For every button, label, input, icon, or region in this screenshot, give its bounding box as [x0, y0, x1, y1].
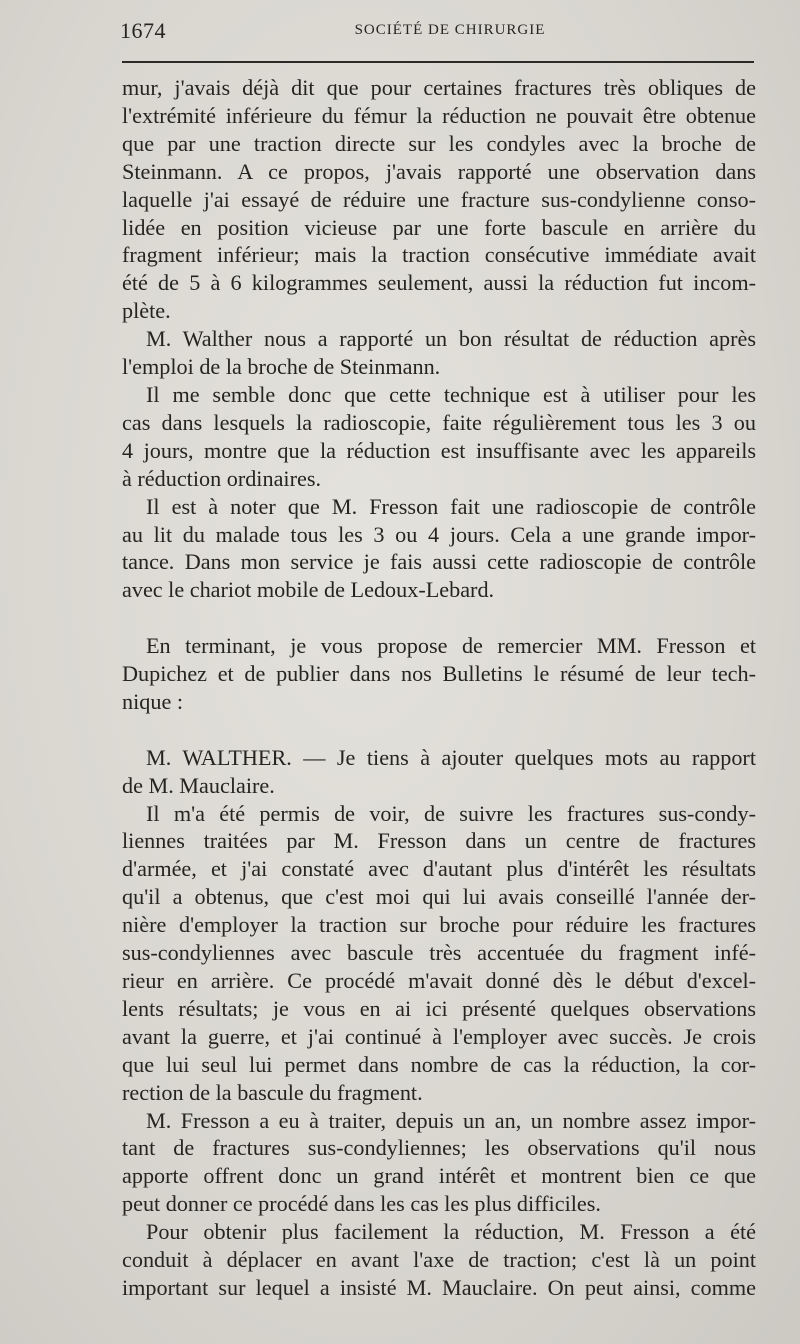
- paragraph: [122, 493, 756, 605]
- text-line: nique :: [122, 688, 184, 714]
- text-line: d'armée, et j'ai constaté avec d'autant plus d'intérêt les résultats: [122, 856, 756, 882]
- text-line: que par une traction directe sur les condyles avec la broche de: [122, 130, 756, 156]
- text-line: rieur en arrière. Ce procédé m'avait donné dès le début d'excel-: [122, 967, 756, 993]
- text-line: à réduction ordinaires.: [122, 465, 321, 491]
- text-line: liennes traitées par M. Fresson dans un centre de fractures: [122, 828, 756, 854]
- paragraph: [122, 325, 756, 381]
- text-line: 4 jours, montre que la réduction est insuffisante avec les appareils: [122, 437, 756, 463]
- text-line: cas dans lesquels la radioscopie, faite régulièrement tous les 3 ou: [122, 409, 756, 435]
- text-line: que lui seul lui permet dans nombre de cas la réduction, la cor-: [122, 1051, 756, 1077]
- section-gap: [122, 604, 756, 632]
- text-line: nière d'employer la traction sur broche pour réduire les fractures: [122, 912, 756, 938]
- text-line: En terminant, je vous propose de remercier MM. Fresson et: [146, 633, 756, 659]
- text-line: rection de la bascule du fragment.: [122, 1079, 423, 1105]
- text-line: important sur lequel a insisté M. Mauclaire. On peut ainsi, comme: [122, 1274, 756, 1300]
- page-number: 1674: [120, 18, 166, 43]
- section-gap: [122, 716, 756, 744]
- text-line: mur, j'avais déjà dit que pour certaines fractures très obliques de: [122, 75, 756, 100]
- running-head: [0, 16, 800, 46]
- text-line: Steinmann. A ce propos, j'avais rapporté une observation dans: [122, 158, 756, 184]
- journal-title: SOCIÉTÉ DE CHIRURGIE: [354, 22, 546, 38]
- text-line: tance. Dans mon service je fais aussi cette radioscopie de contrôle: [122, 549, 756, 575]
- text-line: plète.: [122, 298, 171, 324]
- text-line: au lit du malade tous les 3 ou 4 jours. Cela a une grande impor-: [122, 521, 756, 547]
- text-line: peut donner ce procédé dans les cas les plus difficiles.: [122, 1191, 601, 1217]
- header-rule: [122, 61, 754, 63]
- text-line: lents résultats; je vous en ai ici présenté quelques observations: [122, 995, 756, 1021]
- text-line: avant la guerre, et j'ai continué à l'employer avec succès. Je crois: [122, 1023, 756, 1049]
- paragraph: [122, 632, 756, 716]
- text-line: M. Walther nous a rapporté un bon résultat de réduction après: [146, 326, 756, 352]
- text-line: avec le chariot mobile de Ledoux-Lebard.: [122, 577, 495, 603]
- text-line: lidée en position vicieuse par une forte bascule en arrière du: [122, 214, 756, 240]
- text-line: M. WALTHER. — Je tiens à ajouter quelques mots au rapport: [146, 744, 756, 770]
- text-line: Il m'a été permis de voir, de suivre les fractures sus-condy-: [146, 800, 756, 826]
- text-line: sus-condyliennes avec bascule très accentuée du fragment infé-: [122, 940, 756, 966]
- paragraph: [122, 381, 756, 493]
- text-line: l'emploi de la broche de Steinmann.: [122, 354, 441, 380]
- text-line: apporte offrent donc un grand intérêt et montrent bien ce que: [122, 1163, 756, 1189]
- paragraph: [122, 744, 756, 800]
- text-line: qu'il a obtenus, que c'est moi qui lui avais conseillé l'année der-: [122, 884, 756, 910]
- text-line: laquelle j'ai essayé de réduire une fracture sus-condylienne conso-: [122, 186, 756, 212]
- text-line: Dupichez et de publier dans nos Bulletins le résumé de leur tech-: [122, 661, 756, 687]
- text-line: de M. Mauclaire.: [122, 772, 275, 798]
- body-text: [122, 74, 756, 1302]
- text-line: l'extrémité inférieure du fémur la réduction ne pouvait être obtenue: [122, 102, 756, 128]
- text-line: M. Fresson a eu à traiter, depuis un an, un nombre assez impor-: [146, 1107, 756, 1133]
- text-line: été de 5 à 6 kilogrammes seulement, aussi la réduction fut incom-: [122, 270, 756, 296]
- text-line: conduit à déplacer en avant l'axe de traction; c'est là un point: [122, 1247, 756, 1273]
- paragraph: [122, 1218, 756, 1302]
- text-line: fragment inférieur; mais la traction consécutive immédiate avait: [122, 242, 756, 268]
- paragraph: [122, 800, 756, 1107]
- paragraph: [122, 1107, 756, 1219]
- text-line: Pour obtenir plus facilement la réduction, M. Fresson a été: [146, 1219, 756, 1245]
- text-line: Il me semble donc que cette technique est à utiliser pour les: [146, 381, 756, 407]
- text-line: Il est à noter que M. Fresson fait une radioscopie de contrôle: [146, 493, 756, 519]
- text-line: tant de fractures sus-condyliennes; les observations qu'il nous: [122, 1135, 756, 1161]
- paragraph: [122, 74, 756, 325]
